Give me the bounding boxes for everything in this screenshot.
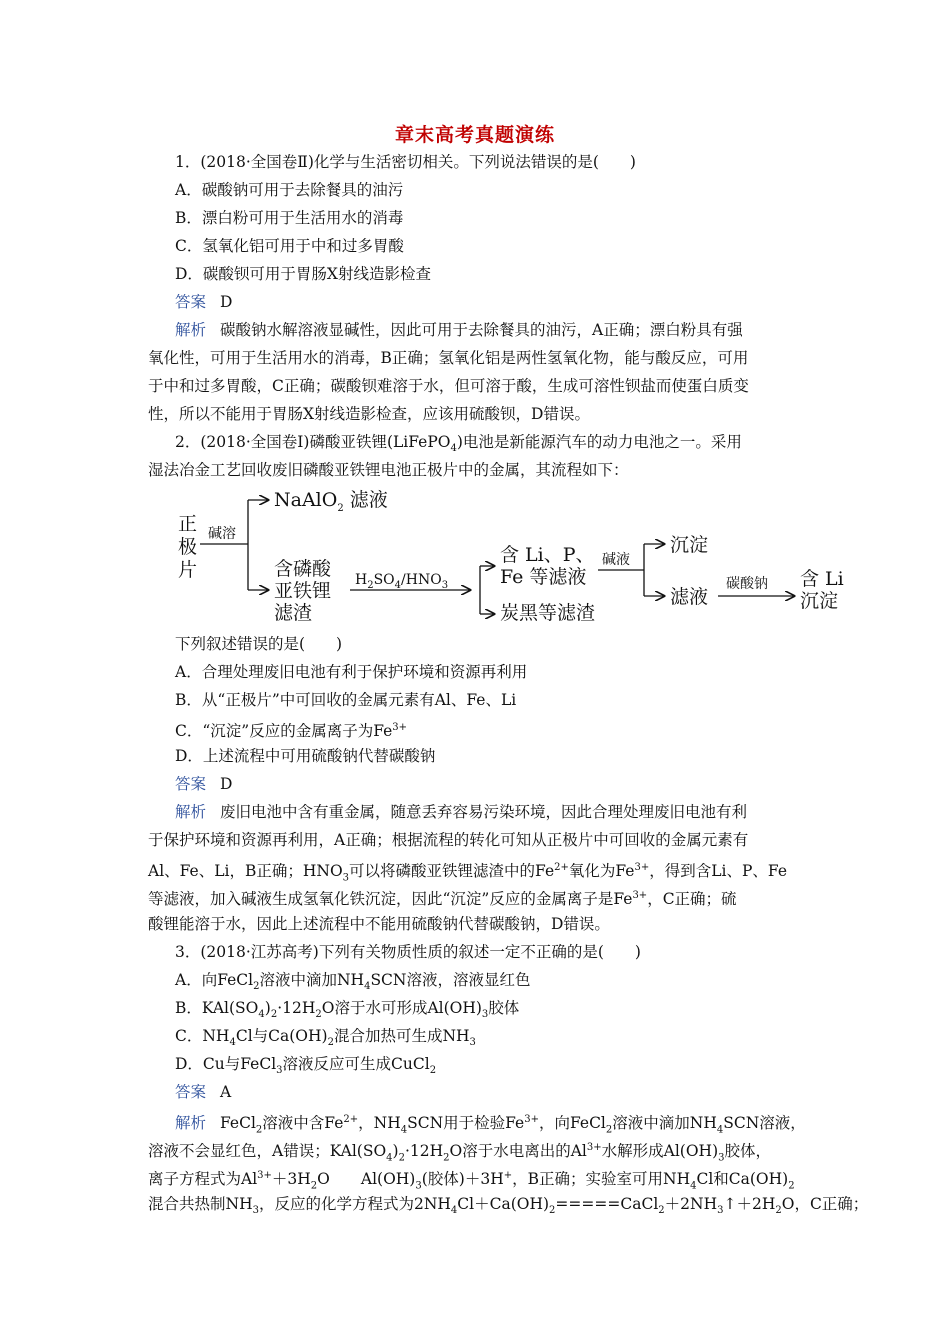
analysis-text: 溶液不会显红色，A错误；KAl(SO (148, 1142, 387, 1161)
q1-stem: 1．(2018·全国卷Ⅱ)化学与生活密切相关。下列说法错误的是( ) (175, 153, 636, 171)
subscript: 2 (327, 1037, 334, 1049)
subscript: 2 (310, 1180, 318, 1192)
superscript: 3+ (586, 1142, 602, 1153)
subscript: 4 (450, 1205, 458, 1217)
option-text: C．NH (175, 1027, 230, 1045)
q2-analysis-line-2: 于保护环境和资源再利用，A正确；根据流程的转化可知从正极片中可回收的金属元素有 (148, 831, 749, 849)
node-positive-plate-1: 正 (178, 513, 198, 535)
q3-stem: 3．(2018·江苏高考)下列有关物质性质的叙述一定不正确的是( ) (175, 943, 641, 961)
q3-analysis-line-2 (148, 1138, 818, 1168)
option-text: ·12H (277, 999, 316, 1017)
subscript: 2 (605, 1124, 613, 1136)
label: 滤液 (343, 489, 388, 511)
node-precipitate: 沉淀 (670, 534, 709, 556)
subscript: 2 (367, 579, 374, 591)
analysis-text: ，C正确；硫 (647, 890, 737, 909)
analysis-text: 溶液中滴加NH (612, 1114, 717, 1133)
analysis-text: 可以将磷酸亚铁锂滤渣中的Fe (349, 862, 555, 881)
formula: /HNO (401, 572, 442, 588)
q1-option-c: C．氢氧化铝可用于中和过多胃酸 (175, 237, 404, 255)
option-text: 胶体 (488, 999, 520, 1017)
superscript: 3+ (524, 1114, 539, 1125)
q2-stem-line-3: 下列叙述错误的是( ) (175, 635, 343, 653)
node-filtrate-li-p-1: 含 Li、P、 (500, 544, 595, 566)
subscript: 2 (270, 1009, 278, 1021)
step-alkali-dissolve: 碱溶 (208, 526, 236, 542)
step-acid (355, 572, 448, 594)
analysis-text: ，反应的化学方程式为2NH (258, 1195, 451, 1213)
q3-analysis-line-4 (148, 1194, 869, 1221)
subscript: 4 (450, 443, 457, 455)
option-text: O溶于水可形成Al(OH) (321, 999, 482, 1017)
superscript: 2+ (554, 862, 569, 873)
subscript: 4 (394, 579, 402, 591)
q2-option-a: A．合理处理废旧电池有利于保护环境和资源再利用 (175, 663, 528, 681)
analysis-text: ，得到含Li、P、Fe (649, 862, 787, 881)
answer-label: 答案 (175, 1083, 207, 1101)
option-text: SCN溶液，溶液显红色 (370, 971, 531, 989)
analysis-text: 溶液中含Fe (262, 1114, 344, 1133)
analysis-text: =====CaCl (555, 1195, 659, 1213)
q2-option-d: D．上述流程中可用硫酸钠代替碳酸钠 (175, 747, 436, 765)
q1-option-b: B．漂白粉可用于生活用水的消毒 (175, 209, 404, 227)
page-title: 章末高考真题演练 (394, 124, 555, 146)
analysis-text: 碳酸钠水解溶液显碱性，因此可用于去除餐具的油污，A正确；漂白粉具有强 (220, 321, 743, 339)
answer-value: A (220, 1083, 232, 1101)
subscript: 4 (258, 1009, 265, 1021)
analysis-text: Al、Fe、Li，B正确；HNO (148, 862, 343, 881)
analysis-text: O溶于水电离出的Al (449, 1142, 587, 1161)
formula: H (355, 572, 368, 588)
analysis-text: O Al(OH) (317, 1170, 416, 1189)
analysis-text: SCN用于检验Fe (407, 1114, 525, 1133)
superscript: + (503, 1170, 513, 1181)
q1-analysis-line-1 (175, 320, 818, 340)
subscript: 3 (717, 1205, 724, 1217)
analysis-text: ·12H (404, 1142, 444, 1161)
analysis-text: (胶体)＋3H (421, 1170, 504, 1189)
analysis-text: ，NH (358, 1114, 401, 1133)
analysis-text: O，C正确； (781, 1195, 869, 1213)
subscript: 3 (252, 1205, 259, 1217)
node-li-precipitate-1: 含 Li (800, 568, 844, 590)
q3-answer (175, 1082, 818, 1102)
subscript: 2 (398, 1152, 405, 1164)
step-base: 碱液 (602, 552, 630, 568)
superscript: 3+ (257, 1170, 272, 1181)
node-positive-plate-3: 片 (178, 559, 198, 581)
analysis-label: 解析 (175, 1114, 207, 1133)
q2-analysis-line-1 (175, 802, 818, 822)
q1-analysis-line-3: 于中和过多胃酸，C正确；碳酸钡难溶于水，但可溶于酸，生成可溶性钡盐而使蛋白质变 (148, 377, 749, 395)
option-text: 溶液反应可生成CuCl (282, 1055, 430, 1073)
subscript: 3 (342, 872, 350, 884)
subscript: 4 (229, 1037, 236, 1049)
node-residue-2: 亚铁锂 (274, 580, 332, 602)
node-positive-plate-2: 极 (178, 536, 198, 558)
superscript: 3+ (634, 862, 650, 873)
option-text: Cl与Ca(OH) (235, 1027, 328, 1045)
analysis-text: SCN溶液， (723, 1114, 806, 1133)
q2-analysis-line-4 (148, 886, 818, 909)
option-text: D．Cu与FeCl (175, 1055, 277, 1073)
analysis-text: 氧化为Fe (568, 862, 635, 881)
superscript: 2+ (343, 1114, 359, 1125)
analysis-text: ，向FeCl (538, 1114, 606, 1133)
formula: NaAlO (274, 489, 338, 511)
option-text: ) (264, 999, 271, 1017)
subscript: 2 (429, 1065, 437, 1077)
subscript: 2 (549, 1205, 556, 1217)
analysis-text: FeCl (220, 1114, 256, 1133)
analysis-text: 废旧电池中含有重金属，随意丢弃容易污染环境，因此合理处理废旧电池有利 (220, 803, 748, 821)
q2-option-b: B．从“正极片”中可回收的金属元素有Al、Fe、Li (175, 691, 517, 709)
analysis-text: Cl和Ca(OH) (696, 1170, 789, 1189)
analysis-text: 等滤液，加入碱液生成氢氧化铁沉淀，因此“沉淀”反应的金属离子是Fe (148, 890, 633, 909)
q1-analysis-line-4: 性，所以不能用于胃肠X射线造影检查，应该用硫酸钡，D错误。 (148, 405, 590, 423)
option-text: C．“沉淀”反应的金属离子为Fe (175, 722, 393, 741)
q2-analysis-line-3 (148, 858, 818, 888)
process-flowchart (150, 480, 850, 630)
analysis-text: 胶体， (724, 1142, 772, 1161)
superscript: 3+ (392, 722, 408, 733)
analysis-text: ＋2NH (664, 1195, 718, 1213)
node-filtrate-li-p-2: Fe 等滤液 (500, 566, 587, 588)
node-filtrate: 滤液 (670, 586, 709, 608)
q3-option-d (175, 1054, 818, 1081)
q2-analysis-line-5: 酸锂能溶于水，因此上述流程中不能用硫酸钠代替碳酸钠，D错误。 (148, 915, 610, 933)
analysis-text: Cl＋Ca(OH) (457, 1195, 550, 1213)
q1-analysis-line-2: 氧化性，可用于生活用水的消毒，B正确；氢氧化铝是两性氢氧化物，能与酸反应，可用 (148, 349, 749, 367)
subscript: 3 (481, 1009, 489, 1021)
answer-value: D (220, 775, 233, 793)
q3-option-b (175, 998, 818, 1025)
answer-label: 答案 (175, 775, 207, 793)
subscript: 2 (315, 1009, 322, 1021)
analysis-text: ，B正确；实验室可用NH (512, 1170, 691, 1189)
analysis-text: 离子方程式为Al (148, 1170, 258, 1189)
subscript: 2 (255, 1124, 263, 1136)
q1-option-d: D．碳酸钡可用于胃肠X射线造影检查 (175, 265, 431, 283)
subscript: 2 (658, 1205, 665, 1217)
answer-label: 答案 (175, 293, 207, 311)
subscript: 3 (415, 1180, 422, 1192)
q2-option-c (175, 718, 818, 741)
subscript: 4 (364, 981, 371, 993)
q2-answer (175, 774, 818, 794)
option-text: B．KAl(SO (175, 999, 259, 1017)
analysis-label: 解析 (175, 321, 207, 339)
node-residue-1: 含磷酸 (274, 558, 332, 580)
subscript: 2 (337, 502, 344, 514)
node-residue-3: 滤渣 (274, 602, 313, 624)
q2-stem-line-2: 湿法冶金工艺回收废旧磷酸亚铁锂电池正极片中的金属，其流程如下： (148, 461, 629, 479)
q3-analysis-line-1 (175, 1110, 818, 1140)
superscript: 3+ (632, 890, 648, 901)
option-text: 混合加热可生成NH (333, 1027, 470, 1045)
stem-text: )电池是新能源汽车的动力电池之一。采用 (456, 433, 742, 451)
analysis-text: 混合共热制NH (148, 1195, 253, 1213)
q1-answer (175, 292, 818, 312)
analysis-text: ↑＋2H (723, 1195, 776, 1213)
q2-stem-line-1 (175, 432, 818, 459)
analysis-label: 解析 (175, 803, 207, 821)
q3-analysis-line-3 (148, 1166, 818, 1196)
subscript: 4 (716, 1124, 724, 1136)
q3-option-a (175, 970, 818, 997)
formula: SO (373, 572, 395, 588)
q1-option-a: A．碳酸钠可用于去除餐具的油污 (175, 181, 404, 199)
subscript: 3 (276, 1065, 283, 1077)
analysis-text: ＋3H (271, 1170, 311, 1189)
subscript: 3 (718, 1152, 725, 1164)
step-carbonate: 碳酸钠 (726, 576, 768, 592)
subscript: 4 (690, 1180, 697, 1192)
answer-value: D (220, 293, 233, 311)
analysis-text: ) (392, 1142, 399, 1161)
q3-option-c (175, 1026, 818, 1053)
node-li-precipitate-2: 沉淀 (800, 590, 839, 612)
node-carbon-residue: 炭黑等滤渣 (500, 602, 596, 624)
analysis-text: 水解形成Al(OH) (601, 1142, 719, 1161)
subscript: 2 (788, 1180, 795, 1192)
subscript: 3 (441, 579, 449, 591)
option-text: A．向FeCl (175, 971, 254, 989)
subscript: 3 (469, 1037, 476, 1049)
node-naalo2-filtrate (274, 489, 388, 520)
subscript: 2 (443, 1152, 450, 1164)
option-text: 溶液中滴加NH (259, 971, 365, 989)
stem-text: 2．(2018·全国卷Ⅰ)磷酸亚铁锂(LiFePO (175, 433, 451, 451)
subscript: 2 (775, 1205, 782, 1217)
subscript: 4 (400, 1124, 408, 1136)
subscript: 4 (386, 1152, 393, 1164)
subscript: 2 (253, 981, 260, 993)
